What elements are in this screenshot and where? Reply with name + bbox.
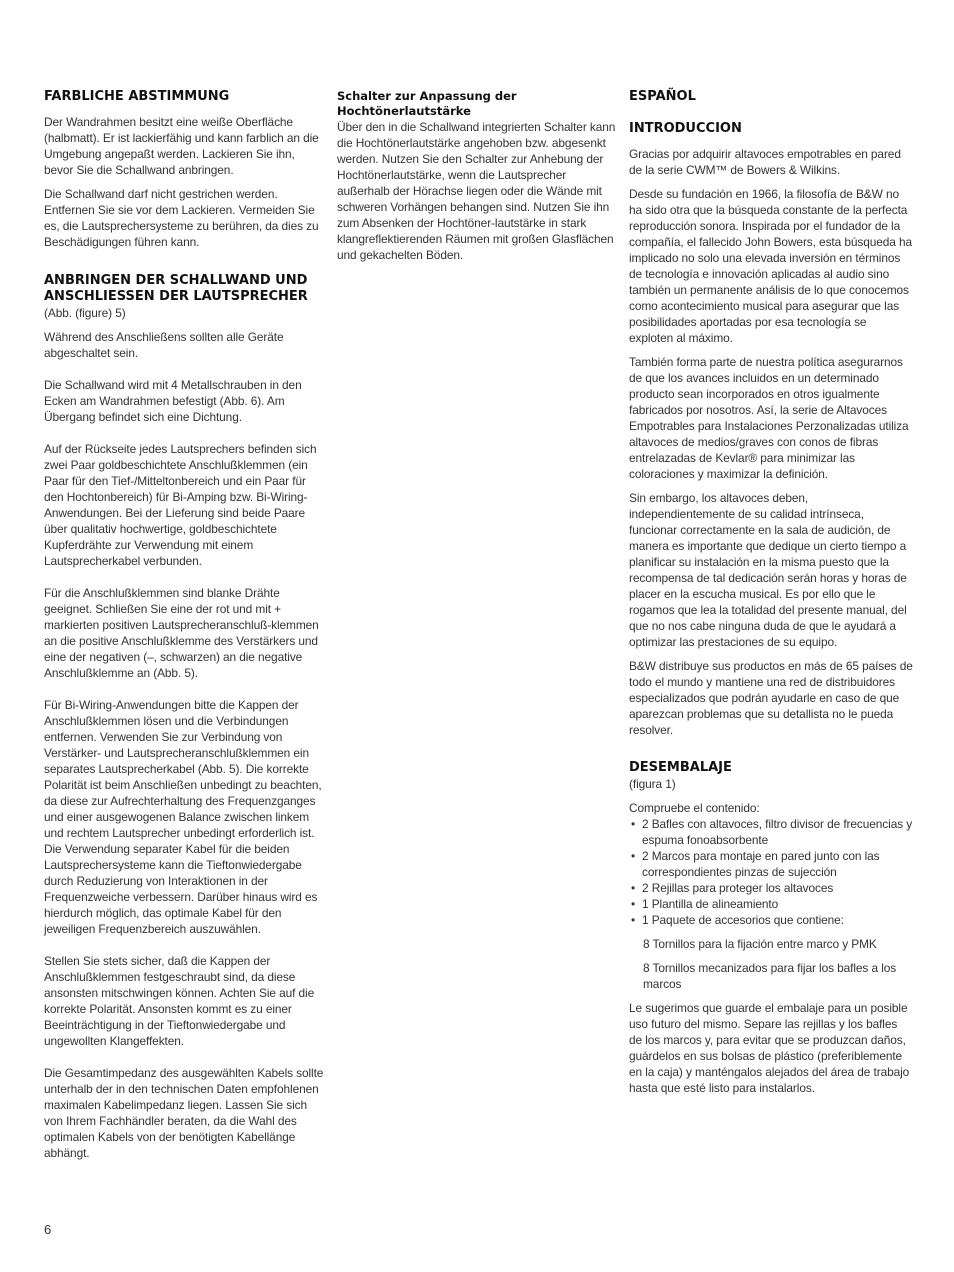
list-item: • 2 Marcos para montaje en pared junto con las correspondientes pinzas de sujección	[629, 848, 913, 880]
figure-reference: (Abb. (figure) 5)	[44, 306, 126, 320]
paragraph: Während des Anschließens sollten alle Geräte abgeschaltet sein.	[44, 330, 284, 360]
heading-hochtoener-schalter: Schalter zur Anpassung der Hochtönerlautstärke	[337, 89, 517, 118]
sub-list-item: 8 Tornillos para la fijación entre marco y PMK	[643, 937, 877, 951]
paragraph: Die Schallwand wird mit 4 Metallschrauben in den Ecken am Wandrahmen befestigt (Abb. 6). Am Übergang befindet sich eine Dichtung.	[44, 378, 302, 424]
list-item: • 1 Plantilla de alineamiento	[629, 896, 913, 912]
paragraph: Sin embargo, los altavoces deben, independientemente de su calidad intrínseca, funcionar correctamente en la sala de audición, de manera es importante que dedique un cierto tiempo a planificar su instalación en la misma puesto que la recompensa de tal dedicación serán horas y horas de placer en la escucha musical. Es por ello que le rogamos que lea la totalidad del presente manual, del que no nos cabe ninguna duda de que le ayudará a optimizar las prestaciones de su equipo.	[629, 491, 907, 649]
paragraph: Stellen Sie stets sicher, daß die Kappen der Anschlußklemmen festgeschraubt sind, da diese ansonsten mitschwingen können. Achten Sie auf die korrekte Polarität. Ansonsten kommt es zu einer Beeinträchtigung in der Tieftonwiedergabe und ungewollten Klangeffekten.	[44, 954, 315, 1048]
list-item: • 2 Bafles con altavoces, filtro divisor de frecuencias y espuma fonoabsorbente	[629, 816, 913, 848]
heading-introduccion: INTRODUCCION	[629, 121, 742, 136]
sub-list-item: 8 Tornillos mecanizados para fijar los bafles a los marcos	[643, 961, 897, 991]
paragraph: Für Bi-Wiring-Anwendungen bitte die Kappen der Anschlußklemmen lösen und die Verbindungen entfernen. Verwenden Sie zur Verbindung von Verstärker- und Lautsprecheranschlußklemmen ein separates Lautsprecherkabel (Abb. 5). Die korrekte Polarität ist beim Anschließen unbedingt zu beachten, da diese zur Aufrechterhaltung des Frequenzganges und einer ausgewogenen Balance zwischen linkem und rechtem Lautsprecher unbedingt erforderlich ist. Die Verwendung separater Kabel für die beiden Lautsprechersysteme kann die Tieftonwiedergabe durch Reduzierung von Interaktionen in der Frequenzweiche verbessern. Darüber hinaus wird es hierdurch möglich, das optimale Kabel für den jeweiligen Frequenzbereich auszuwählen.	[44, 698, 322, 936]
paragraph: Für die Anschlußklemmen sind blanke Drähte geeignet. Schließen Sie eine der rot und mit + markierten positiven Lautsprecheranschluß-klemmen an die positive Anschlußklemme des Verstärkers und eine der negativen (–, schwarzen) an die negative Anschlußklemme an (Abb. 5).	[44, 586, 319, 680]
paragraph: Über den in die Schallwand integrierten Schalter kann die Hochtönerlautstärke angehoben bzw. abgesenkt werden. Nutzen Sie den Schalter zur Anhebung der Hochtönerlautstärke, wenn die Lautsprecher außerhalb der Hörachse liegen oder die Wände mit schweren Vorhängen behangen sind. Nutzen Sie ihn zum Absenken der Hochtöner-lautstärke in stark klangreflektierenden Räumen mit großen Glasflächen und gekachelten Böden.	[337, 120, 616, 262]
heading-anbringen-der-schallwand: ANBRINGEN DER SCHALLWAND UND ANSCHLIESSEN DER LAUTSPRECHER	[44, 273, 308, 304]
heading-desembalaje: DESEMBALAJE	[629, 760, 732, 775]
paragraph: Gracias por adquirir altavoces empotrables en pared de la serie CWM™ de Bowers & Wilkins.	[629, 147, 901, 177]
paragraph: Der Wandrahmen besitzt eine weiße Oberfläche (halbmatt). Er ist lackierfähig und kann farblich an die Umgebung angepaßt werden. Lackieren Sie ihn, bevor Sie die Schallwand anbringen.	[44, 115, 319, 177]
paragraph: Le sugerimos que guarde el embalaje para un posible uso futuro del mismo. Separe las rejillas y los bafles de los marcos y, para evitar que se produzcan daños, guárdelos en sus bolsas de plástico (preferiblemente en la caja) y manténgalos alejados del área de trabajo hasta que esté listo para instalarlos.	[629, 1001, 910, 1095]
heading-farbliche-abstimmung: FARBLICHE ABSTIMMUNG	[44, 89, 230, 104]
paragraph: También forma parte de nuestra política asegurarnos de que los avances incluidos en un determinado producto sean incorporados en otros igualmente fabricados por nosotros. Así, la serie de Altavoces Empotrables para Instalaciones Perzonalizadas utiliza altavoces de medios/graves con conos de fibras entrelazadas de Kevlar® para minimizar las coloraciones y maximizar la definición.	[629, 355, 909, 481]
list-item: • 1 Paquete de accesorios que contiene:	[629, 912, 913, 928]
column-german-2	[337, 89, 620, 263]
paragraph: Desde su fundación en 1966, la filosofía de B&W no ha sido otra que la búsqueda constante de la perfecta reproducción sonora. Inspirada por el fundador de la compañía, el fallecido John Bowers, esta búsqueda ha implicado no solo una elevada inversión en términos de tecnología e innovación aplicadas al audio sino también un permanente análisis de lo que conocemos como acontecimiento musical para asegurar que las posibilidades aportadas por esa tecnología se exploten al máximo.	[629, 187, 913, 345]
column-german-1	[44, 89, 326, 1161]
figure-reference: (figura 1)	[629, 777, 676, 791]
paragraph: B&W distribuye sus productos en más de 65 países de todo el mundo y mantiene una red de distribuidores especializados que podrán ayudarle en caso de que aparezcan problemas que su detallista no le pueda resolver.	[629, 659, 913, 737]
paragraph: Compruebe el contenido:	[629, 801, 760, 815]
page-number: 6	[44, 1222, 52, 1237]
contents-list	[629, 816, 913, 928]
column-spanish	[629, 89, 913, 1096]
list-item: • 2 Rejillas para proteger los altavoces	[629, 880, 913, 896]
paragraph: Auf der Rückseite jedes Lautsprechers befinden sich zwei Paar goldbeschichtete Anschlußklemmen (ein Paar für den Tief-/Mitteltonbereich und ein Paar für den Hochtonbereich) für Bi-Amping bzw. Bi-Wiring-Anwendungen. Bei der Lieferung sind beide Paare über qualitativ hochwertige, goldbeschichtete Kupferdrähte zur Verwendung mit einem Lautsprecherkabel verbunden.	[44, 442, 317, 568]
paragraph: Die Gesamtimpedanz des ausgewählten Kabels sollte unterhalb der in den technischen Daten empfohlenen maximalen Kabelimpedanz liegen. Lassen Sie sich von Ihrem Fachhändler beraten, da die Wahl des optimalen Kabels von der benötigten Kabellänge abhängt.	[44, 1066, 324, 1160]
paragraph: Die Schallwand darf nicht gestrichen werden. Entfernen Sie sie vor dem Lackieren. Vermeiden Sie es, die Lautsprechersysteme zu berühren, da dies zu Beschädigungen führen kann.	[44, 187, 319, 249]
heading-language-espanol: ESPAÑOL	[629, 89, 696, 104]
